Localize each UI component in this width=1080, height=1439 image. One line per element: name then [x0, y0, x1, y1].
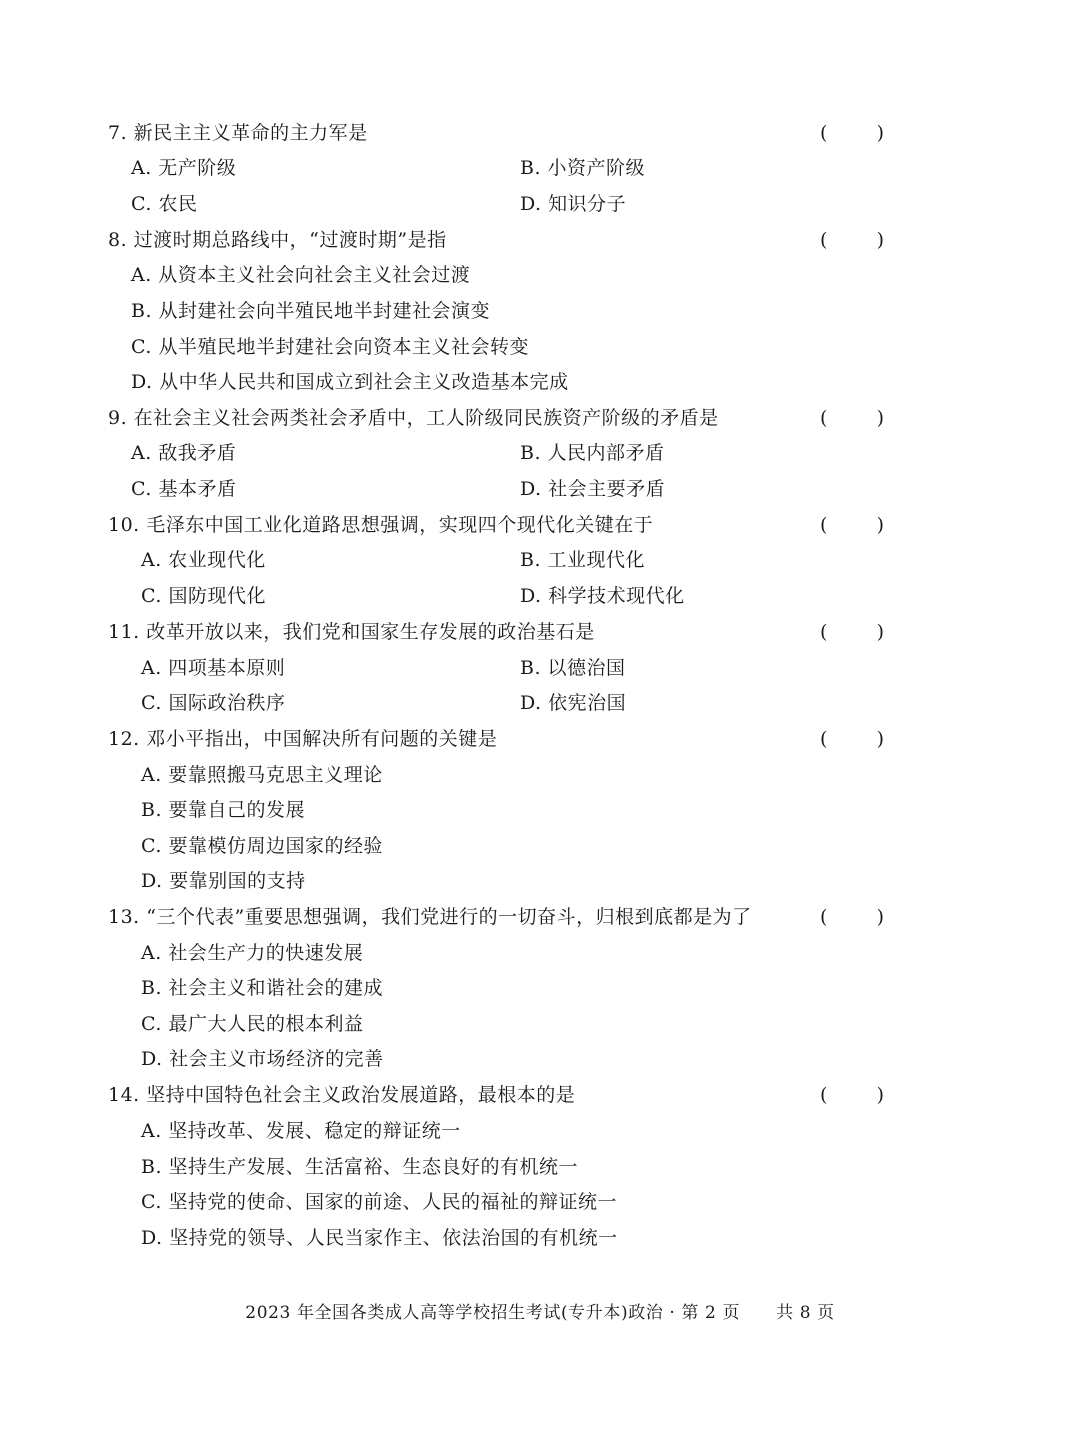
answer-blank-8: ( )	[820, 229, 884, 251]
question-11-option-d: D. 依宪治国	[520, 692, 627, 714]
question-8-option-b: B. 从封建社会向半殖民地半封建社会演变	[131, 300, 491, 322]
question-8-stem: 8. 过渡时期总路线中，“过渡时期”是指	[108, 229, 447, 251]
answer-blank-11: ( )	[820, 621, 884, 643]
question-11-option-c: C. 国际政治秩序	[141, 692, 286, 714]
question-14-option-a: A. 坚持改革、发展、稳定的辩证统一	[141, 1120, 461, 1142]
question-14-stem: 14. 坚持中国特色社会主义政治发展道路，最根本的是	[108, 1084, 576, 1106]
answer-blank-13: ( )	[820, 906, 884, 928]
footer-exam-info: 2023 年全国各类成人高等学校招生考试(专升本)政治 · 第 2 页	[245, 1303, 741, 1323]
answer-blank-12: ( )	[820, 728, 884, 750]
answer-blank-10: ( )	[820, 514, 884, 536]
question-10-option-d: D. 科学技术现代化	[520, 585, 685, 607]
question-10-stem: 10. 毛泽东中国工业化道路思想强调，实现四个现代化关键在于	[108, 514, 654, 536]
footer-total-pages: 共 8 页	[776, 1303, 835, 1323]
question-12-option-a: A. 要靠照搬马克思主义理论	[141, 764, 383, 786]
question-7-option-b: B. 小资产阶级	[520, 157, 646, 179]
answer-blank-7: ( )	[820, 122, 884, 144]
question-8-option-d: D. 从中华人民共和国成立到社会主义改造基本完成	[131, 371, 569, 393]
question-11-option-a: A. 四项基本原则	[141, 657, 286, 679]
question-9-stem: 9. 在社会主义社会两类社会矛盾中，工人阶级同民族资产阶级的矛盾是	[108, 407, 719, 429]
question-9-option-b: B. 人民内部矛盾	[520, 442, 665, 464]
question-11-option-b: B. 以德治国	[520, 657, 626, 679]
answer-blank-14: ( )	[820, 1084, 884, 1106]
question-9-option-c: C. 基本矛盾	[131, 478, 237, 500]
question-10-option-c: C. 国防现代化	[141, 585, 266, 607]
question-12-option-b: B. 要靠自己的发展	[141, 799, 306, 821]
question-14-option-c: C. 坚持党的使命、国家的前途、人民的福祉的辩证统一	[141, 1191, 617, 1213]
question-8-option-a: A. 从资本主义社会向社会主义社会过渡	[131, 264, 471, 286]
question-13-option-c: C. 最广大人民的根本利益	[141, 1013, 364, 1035]
question-10-option-b: B. 工业现代化	[520, 549, 646, 571]
question-13-option-b: B. 社会主义和谐社会的建成	[141, 977, 384, 999]
question-12-stem: 12. 邓小平指出，中国解决所有问题的关键是	[108, 728, 498, 750]
question-7-option-d: D. 知识分子	[520, 193, 627, 215]
question-8-option-c: C. 从半殖民地半封建社会向资本主义社会转变	[131, 336, 529, 358]
question-9-option-d: D. 社会主要矛盾	[520, 478, 666, 500]
question-7-stem: 7. 新民主主义革命的主力军是	[108, 122, 368, 144]
page-footer	[0, 1301, 1080, 1325]
question-11-stem: 11. 改革开放以来，我们党和国家生存发展的政治基石是	[108, 621, 595, 643]
question-7-option-c: C. 农民	[131, 193, 198, 215]
question-14-option-d: D. 坚持党的领导、人民当家作主、依法治国的有机统一	[141, 1227, 618, 1249]
question-13-option-d: D. 社会主义市场经济的完善	[141, 1048, 384, 1070]
question-14-option-b: B. 坚持生产发展、生活富裕、生态良好的有机统一	[141, 1156, 579, 1178]
question-12-option-d: D. 要靠别国的支持	[141, 870, 306, 892]
question-7-option-a: A. 无产阶级	[131, 157, 237, 179]
answer-blank-9: ( )	[820, 407, 884, 429]
question-13-stem: 13. “三个代表”重要思想强调，我们党进行的一切奋斗，归根到底都是为了	[108, 906, 752, 928]
question-12-option-c: C. 要靠模仿周边国家的经验	[141, 835, 383, 857]
question-9-option-a: A. 敌我矛盾	[131, 442, 237, 464]
question-13-option-a: A. 社会生产力的快速发展	[141, 942, 364, 964]
question-10-option-a: A. 农业现代化	[141, 549, 266, 571]
